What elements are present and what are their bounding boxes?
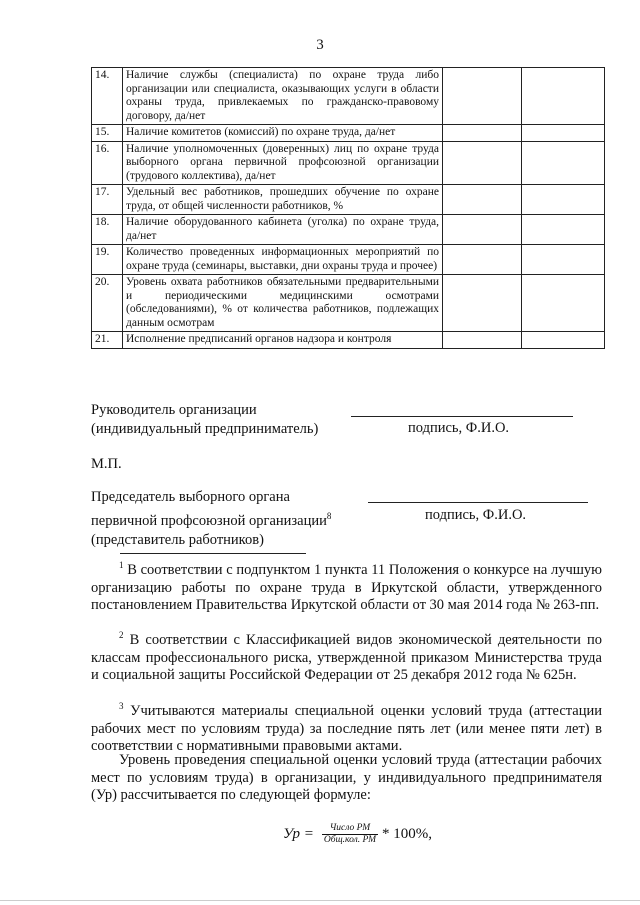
- row-number: 14.: [92, 68, 123, 125]
- formula-rhs: * 100%,: [382, 826, 433, 842]
- formula-denominator: Общ.кол. РМ: [323, 835, 377, 845]
- value-cell: [443, 215, 522, 245]
- value-cell: [443, 332, 522, 349]
- score-cell: [522, 68, 605, 125]
- head-signature-label: [91, 401, 318, 439]
- score-cell: [522, 245, 605, 275]
- table-row: [92, 185, 605, 215]
- chair-signature-line: [368, 502, 588, 503]
- row-number: 15.: [92, 125, 123, 142]
- value-cell: [443, 245, 522, 275]
- value-cell: [443, 185, 522, 215]
- table-row: [92, 125, 605, 142]
- value-cell: [443, 141, 522, 185]
- footnote-1: [91, 557, 602, 615]
- row-number: 19.: [92, 245, 123, 275]
- row-indicator: Удельный вес работников, прошедших обучение по охране труда, от общей численности работников, %: [123, 185, 443, 215]
- chair-signature-label: [91, 488, 331, 550]
- value-cell: [443, 125, 522, 142]
- footnote-3: [91, 698, 602, 756]
- score-cell: [522, 332, 605, 349]
- row-number: 16.: [92, 141, 123, 185]
- formula-lhs: Ур =: [283, 826, 314, 842]
- row-indicator: Наличие службы (специалиста) по охране труда либо организации или специалиста, оказывающих услуги в области охраны труда, привлекаемых по гражданско-правовому договору, да/нет: [123, 68, 443, 125]
- formula-intro-text: Уровень проведения специальной оценки условий труда (аттестации рабочих мест по условиям труда) в организации, у индивидуального предпринимателя (Ур) рассчитывается по следующей формуле:: [91, 752, 602, 804]
- score-cell: [522, 215, 605, 245]
- table-row: [92, 215, 605, 245]
- score-cell: [522, 275, 605, 332]
- footnote-2-mark: 2: [119, 630, 124, 640]
- table-row: [92, 275, 605, 332]
- chair-title: Председатель выборного органа: [91, 489, 290, 505]
- chair-subtitle: первичной профсоюзной организации: [91, 512, 327, 529]
- footnote-3-text: Учитываются материалы специальной оценки условий труда (аттестации рабочих мест по условиям труда) за последние пять лет (или менее пяти лет) в соответствии с нормативными правовыми актами.: [91, 703, 602, 755]
- footnote-2-text: В соответствии с Классификацией видов экономической деятельности по классам профессионального риска, утвержденной приказом Министерства труда и социальной защиты Российской Федерации от 25 декабря 2012 года № 625н.: [91, 632, 602, 684]
- row-indicator: Исполнение предписаний органов надзора и контроля: [123, 332, 443, 349]
- table-row: [92, 141, 605, 185]
- formula-fraction: [322, 823, 378, 846]
- table-row: [92, 332, 605, 349]
- row-indicator: Уровень охвата работников обязательными предварительными и периодическими медицинскими осмотрами (обследованиями), % от количества работников, подлежащих данным осмотрам: [123, 275, 443, 332]
- score-cell: [522, 125, 605, 142]
- row-number: 21.: [92, 332, 123, 349]
- head-signature-caption: подпись, Ф.И.О.: [408, 420, 510, 436]
- score-cell: [522, 141, 605, 185]
- formula-numerator: Число РМ: [329, 823, 371, 833]
- value-cell: [443, 275, 522, 332]
- page-number: 3: [316, 37, 324, 53]
- table-row: [92, 68, 605, 125]
- chair-representative: (представитель работников): [91, 531, 264, 548]
- page-bottom-edge: [0, 900, 640, 901]
- row-number: 20.: [92, 275, 123, 332]
- row-number: 17.: [92, 185, 123, 215]
- table-row: [92, 245, 605, 275]
- footnote-separator: [120, 553, 306, 554]
- value-cell: [443, 68, 522, 125]
- row-indicator: Наличие комитетов (комиссий) по охране труда, да/нет: [123, 125, 443, 142]
- chair-signature-caption: подпись, Ф.И.О.: [425, 507, 527, 523]
- stamp-mark: М.П.: [91, 456, 122, 472]
- head-subtitle: (индивидуальный предприниматель): [91, 421, 319, 437]
- chair-footnote-mark: 8: [326, 511, 332, 521]
- head-title: Руководитель организации: [91, 402, 257, 418]
- row-number: 18.: [92, 215, 123, 245]
- row-indicator: Наличие оборудованного кабинета (уголка) по охране труда, да/нет: [123, 215, 443, 245]
- head-signature-line: [351, 416, 573, 417]
- footnote-3-mark: 3: [119, 701, 124, 711]
- formula: [283, 823, 432, 846]
- score-cell: [522, 185, 605, 215]
- footnote-1-mark: 1: [119, 560, 124, 570]
- formula-intro: [91, 752, 602, 805]
- row-indicator: Наличие уполномоченных (доверенных) лиц по охране труда выборного органа первичной профсоюзной организации (трудового коллектива), да/нет: [123, 141, 443, 185]
- criteria-table: [91, 67, 605, 349]
- footnote-2: [91, 627, 602, 685]
- row-indicator: Количество проведенных информационных мероприятий по охране труда (семинары, выставки, дни охраны труда и прочее): [123, 245, 443, 275]
- footnote-1-text: В соответствии с подпунктом 1 пункта 11 Положения о конкурсе на лучшую организацию работы по охране труда в Иркутской области, утвержденного постановлением Правительства Иркутской области от 30 мая 2014 года № 263-пп.: [91, 562, 603, 614]
